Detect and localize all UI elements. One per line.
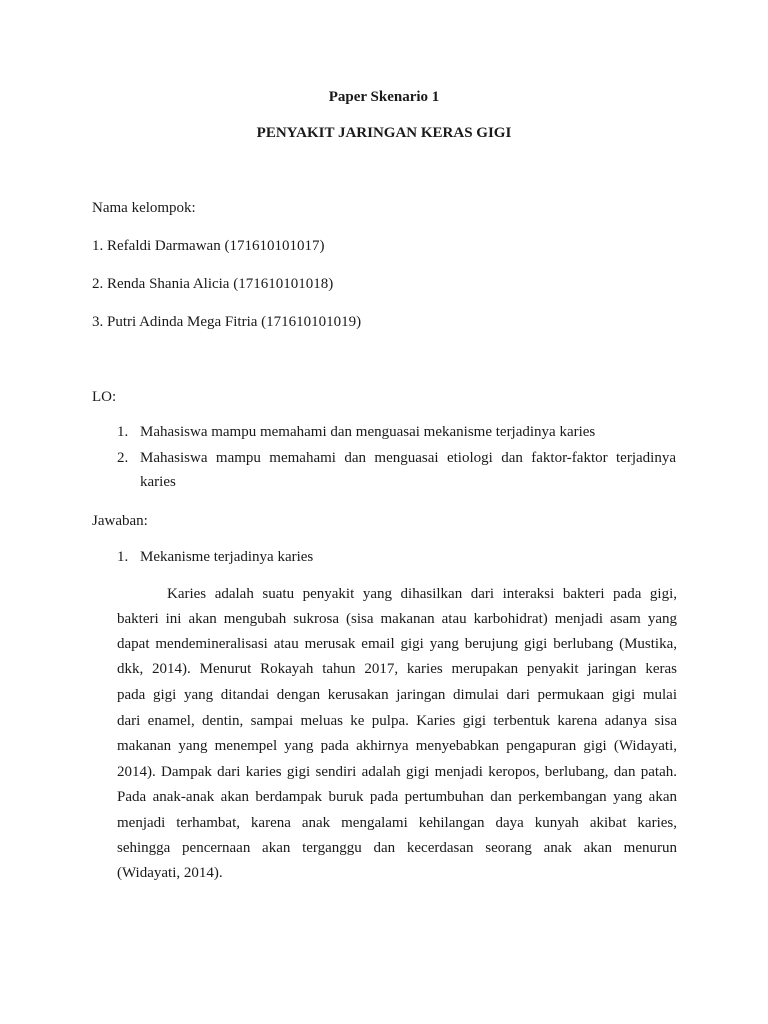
group-label: Nama kelompok: xyxy=(92,200,196,216)
member-1: 1. Refaldi Darmawan (171610101017) xyxy=(92,238,325,254)
paragraph-line-5: pada gigi yang ditandai dengan kerusakan jaringan dimulai dari permukaan gigi mulai xyxy=(117,687,677,703)
paragraph-line-7: makanan yang menempel yang pada akhirnya menyebabkan pengapuran gigi (Widayati, xyxy=(117,738,677,754)
answer-item-1-text: Mekanisme terjadinya karies xyxy=(140,549,314,565)
paragraph-line-8: 2014). Dampak dari karies gigi sendiri adalah gigi menjadi keropos, berlubang, dan patah. xyxy=(117,764,677,780)
lo-item-1-text: Mahasiswa mampu memahami dan menguasai mekanisme terjadinya karies xyxy=(140,424,596,440)
paragraph-line-1: Karies adalah suatu penyakit yang dihasilkan dari interaksi bakteri pada gigi, xyxy=(167,586,677,602)
paragraph-line-4: dkk, 2014). Menurut Rokayah tahun 2017, karies merupakan penyakit jaringan keras xyxy=(117,661,677,677)
member-2: 2. Renda Shania Alicia (171610101018) xyxy=(92,276,334,292)
paragraph-line-12: (Widayati, 2014). xyxy=(117,865,223,881)
answer-label: Jawaban: xyxy=(92,513,148,529)
member-3: 3. Putri Adinda Mega Fitria (171610101019) xyxy=(92,314,362,330)
lo-label: LO: xyxy=(92,389,117,405)
document-title: Paper Skenario 1 xyxy=(328,89,440,105)
paragraph-line-2: bakteri ini akan mengubah sukrosa (sisa makanan atau karbohidrat) menjadi asam yang xyxy=(117,611,677,627)
answer-item-1-number: 1. xyxy=(117,549,129,565)
paragraph-line-11: sehingga pencernaan akan terganggu dan kecerdasan seorang anak akan menurun xyxy=(117,840,677,856)
paragraph-line-3: dapat mendemineralisasi atau merusak email gigi yang berujung gigi berlubang (Mustika, xyxy=(117,636,677,652)
paragraph-line-6: dari enamel, dentin, sampai meluas ke pulpa. Karies gigi terbentuk karena adanya sisa xyxy=(117,713,677,729)
lo-item-2-number: 2. xyxy=(117,450,129,466)
paragraph-line-10: menjadi terhambat, karena anak mengalami kehilangan daya kunyah akibat karies, xyxy=(117,815,677,831)
lo-item-2-text-line-1: Mahasiswa mampu memahami dan menguasai etiologi dan faktor-faktor terjadinya xyxy=(140,450,676,466)
document-subtitle: PENYAKIT JARINGAN KERAS GIGI xyxy=(256,125,512,141)
lo-item-1-number: 1. xyxy=(117,424,129,440)
lo-item-2-text-line-2: karies xyxy=(140,474,176,490)
paragraph-line-9: Pada anak-anak akan berdampak buruk pada pertumbuhan dan perkembangan yang akan xyxy=(117,789,677,805)
